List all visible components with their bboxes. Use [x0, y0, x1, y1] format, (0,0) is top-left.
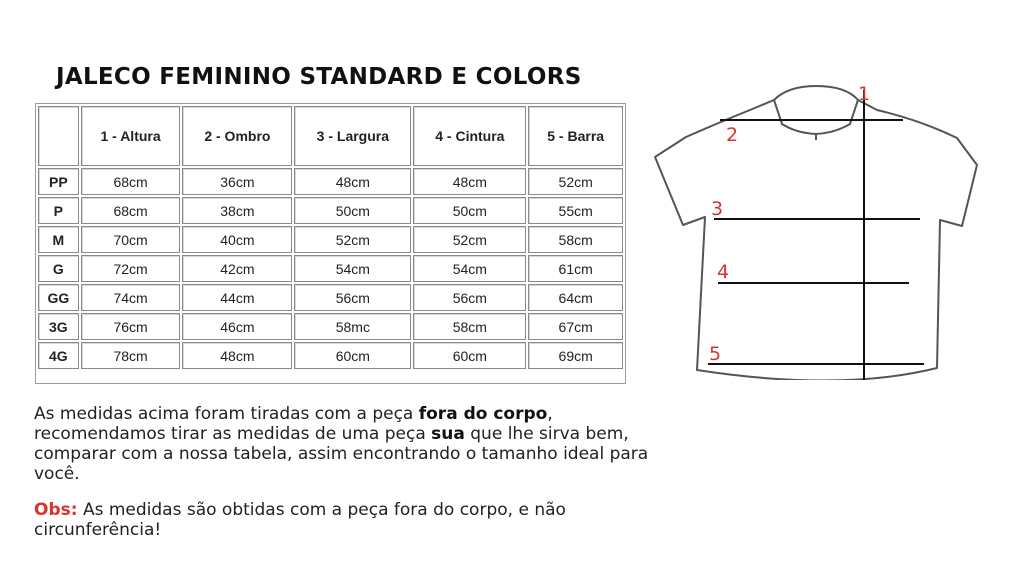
size-table-frame	[35, 103, 626, 384]
size-label: GG	[38, 284, 79, 311]
table-header-row	[38, 106, 623, 166]
header-cell-cintura: 4 - Cintura	[413, 106, 526, 166]
table-cell: 58mc	[294, 313, 411, 340]
table-cell: 46cm	[182, 313, 292, 340]
table-cell: 54cm	[413, 255, 526, 282]
marker-5: 5	[709, 343, 722, 365]
table-row	[38, 284, 623, 311]
note-text: , recomendamos tirar as medidas de uma peça	[34, 404, 553, 444]
marker-3: 3	[711, 198, 724, 220]
table-cell: 68cm	[81, 197, 181, 224]
size-label: 3G	[38, 313, 79, 340]
note-emphasis: sua	[431, 424, 465, 444]
obs-note	[34, 500, 654, 540]
table-cell: 74cm	[81, 284, 181, 311]
table-cell: 52cm	[528, 168, 623, 195]
table-cell: 44cm	[182, 284, 292, 311]
marker-2: 2	[726, 124, 739, 146]
table-cell: 48cm	[182, 342, 292, 369]
size-label: 4G	[38, 342, 79, 369]
obs-text: As medidas são obtidas com a peça fora do corpo, e não circunferência!	[34, 500, 566, 540]
table-cell: 52cm	[294, 226, 411, 253]
header-cell-altura: 1 - Altura	[81, 106, 181, 166]
table-cell: 40cm	[182, 226, 292, 253]
table-cell: 56cm	[413, 284, 526, 311]
table-cell: 76cm	[81, 313, 181, 340]
header-cell-largura: 3 - Largura	[294, 106, 411, 166]
garment-collar	[774, 86, 858, 134]
table-cell: 50cm	[294, 197, 411, 224]
size-label: PP	[38, 168, 79, 195]
table-cell: 67cm	[528, 313, 623, 340]
table-cell: 38cm	[182, 197, 292, 224]
table-cell: 60cm	[413, 342, 526, 369]
table-cell: 54cm	[294, 255, 411, 282]
table-row	[38, 255, 623, 282]
table-row	[38, 313, 623, 340]
note-emphasis: fora do corpo	[418, 404, 548, 424]
table-cell: 58cm	[528, 226, 623, 253]
table-cell: 56cm	[294, 284, 411, 311]
size-table	[36, 104, 625, 371]
table-cell: 69cm	[528, 342, 623, 369]
table-cell: 68cm	[81, 168, 181, 195]
table-row	[38, 226, 623, 253]
table-row	[38, 342, 623, 369]
table-cell: 36cm	[182, 168, 292, 195]
obs-label: Obs:	[34, 500, 78, 520]
table-row	[38, 168, 623, 195]
table-cell: 52cm	[413, 226, 526, 253]
marker-4: 4	[717, 261, 730, 283]
header-cell-corner	[38, 106, 79, 166]
size-label: M	[38, 226, 79, 253]
measurement-note	[34, 404, 654, 484]
table-row	[38, 197, 623, 224]
garment-diagram	[650, 80, 990, 380]
table-cell: 70cm	[81, 226, 181, 253]
table-cell: 42cm	[182, 255, 292, 282]
header-cell-ombro: 2 - Ombro	[182, 106, 292, 166]
table-cell: 50cm	[413, 197, 526, 224]
size-label: G	[38, 255, 79, 282]
table-cell: 60cm	[294, 342, 411, 369]
garment-outline	[655, 100, 977, 380]
size-label: P	[38, 197, 79, 224]
table-cell: 72cm	[81, 255, 181, 282]
table-cell: 48cm	[294, 168, 411, 195]
page-title: JALECO FEMININO STANDARD E COLORS	[56, 64, 582, 90]
table-cell: 58cm	[413, 313, 526, 340]
note-text: As medidas acima foram tiradas com a peça	[34, 404, 419, 424]
header-cell-barra: 5 - Barra	[528, 106, 623, 166]
table-cell: 48cm	[413, 168, 526, 195]
table-cell: 64cm	[528, 284, 623, 311]
table-cell: 55cm	[528, 197, 623, 224]
marker-1: 1	[858, 83, 871, 105]
table-cell: 61cm	[528, 255, 623, 282]
note-text: que lhe sirva bem, comparar com a nossa tabela, assim encontrando o tamanho ideal para você.	[34, 424, 649, 484]
table-cell: 78cm	[81, 342, 181, 369]
